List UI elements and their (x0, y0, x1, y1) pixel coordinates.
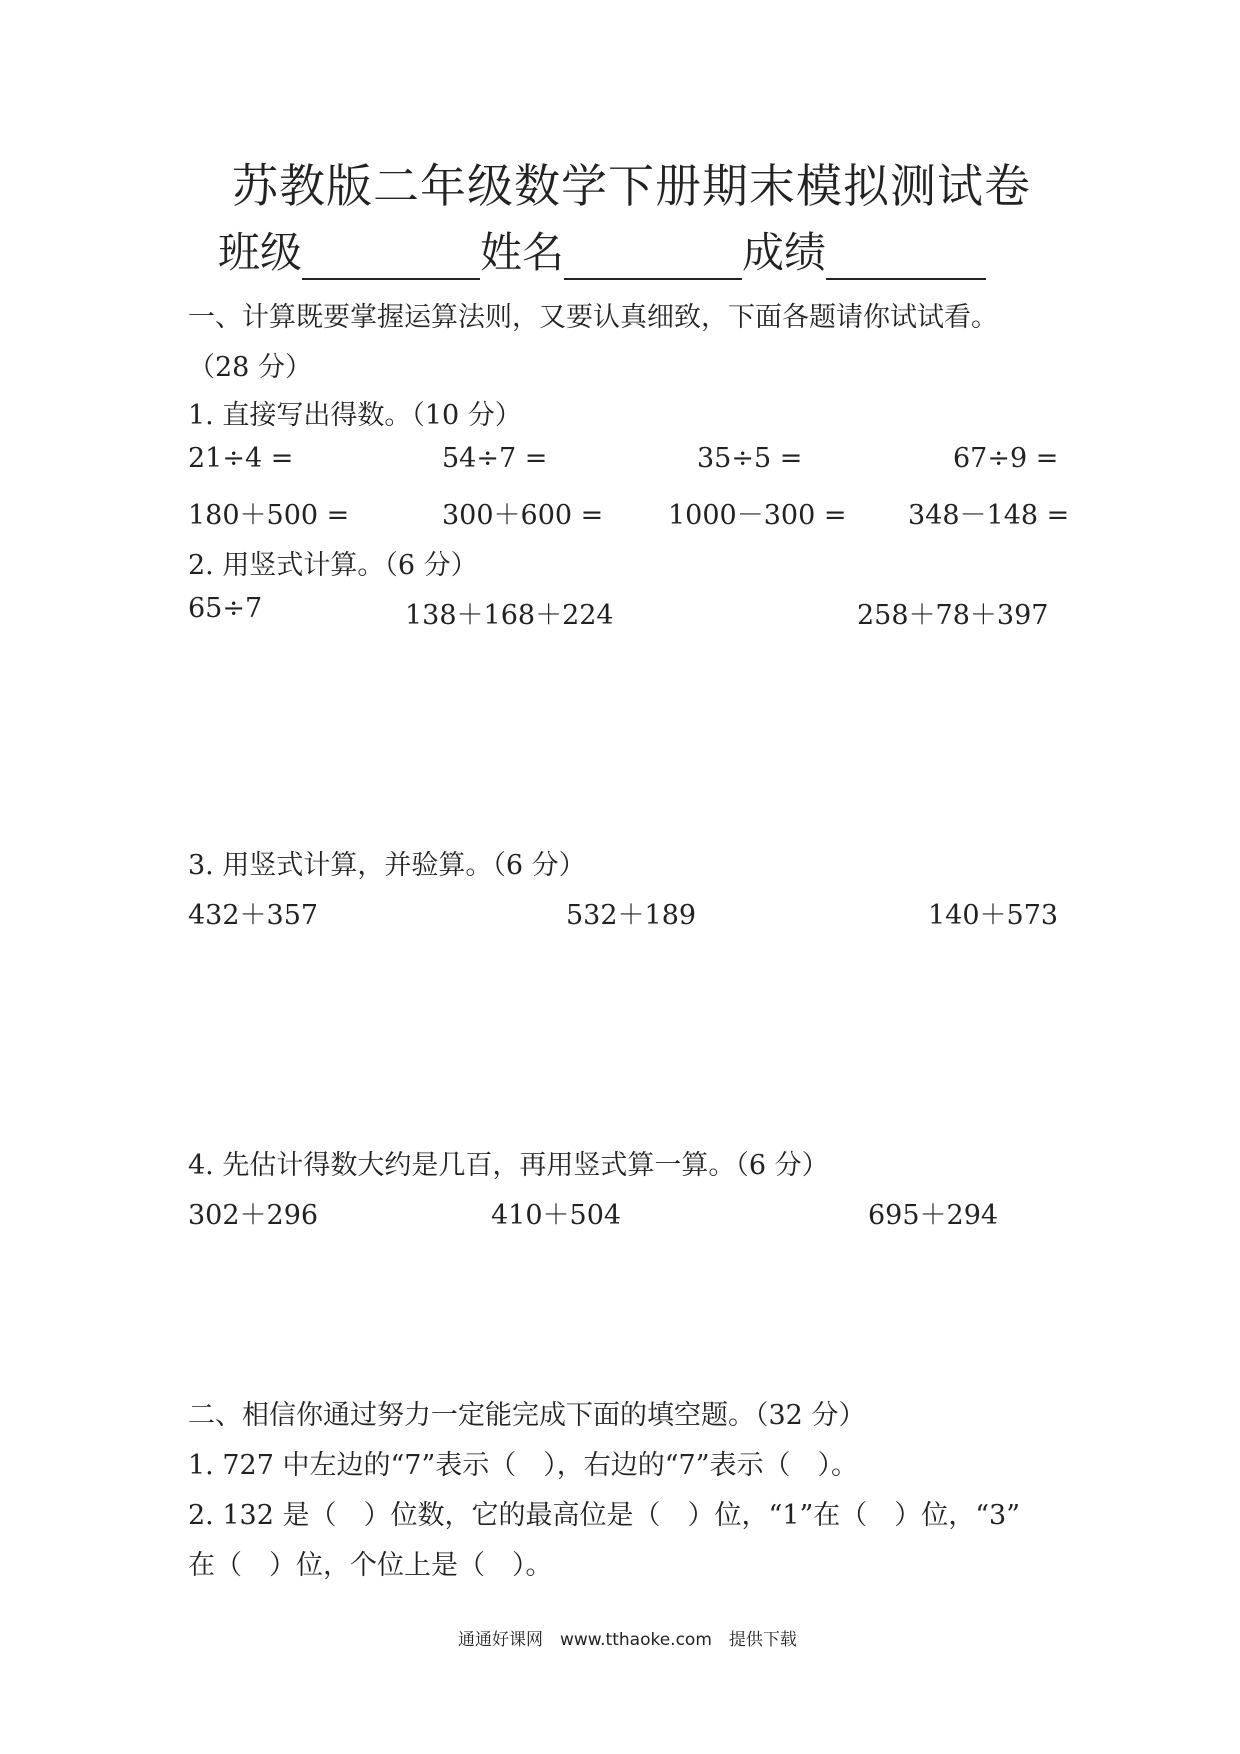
q2-label: 2. 用竖式计算。（6 分） (188, 550, 478, 581)
q4-item: 410＋504 (491, 1200, 622, 1231)
q1-label: 1. 直接写出得数。（10 分） (188, 400, 522, 431)
q4-item: 695＋294 (868, 1200, 999, 1231)
q3-item: 432＋357 (188, 900, 319, 931)
name-label: 姓名 (480, 228, 565, 277)
score-field[interactable] (826, 240, 986, 280)
footer-credit: 通通好课网 www.tthaoke.com 提供下载 (458, 1630, 797, 1650)
q1-item: 54÷7 = (442, 443, 548, 474)
q2-item: 138＋168＋224 (405, 600, 614, 631)
q2-item: 258＋78＋397 (857, 600, 1049, 631)
q1-item: 300＋600 = (442, 500, 604, 531)
section1-heading: 一、计算既要掌握运算法则，又要认真细致，下面各题请你试试看。 (188, 302, 998, 333)
q3-label: 3. 用竖式计算，并验算。（6 分） (188, 850, 586, 881)
page-title: 苏教版二年级数学下册期末模拟测试卷 (232, 159, 1031, 213)
q1-item: 21÷4 = (188, 443, 294, 474)
class-field[interactable] (302, 240, 480, 280)
score-label: 成绩 (742, 228, 827, 277)
q4-item: 302＋296 (188, 1200, 319, 1231)
section2-q1: 1. 727 中左边的“7”表示（ ），右边的“7”表示（ ）。 (188, 1450, 859, 1481)
section2-q2-line1: 2. 132 是（ ）位数，它的最高位是（ ）位，“1”在（ ）位，“3” (188, 1500, 1021, 1531)
q3-item: 532＋189 (566, 900, 697, 931)
student-info-line (218, 220, 986, 280)
q2-item: 65÷7 (188, 593, 263, 624)
q1-item: 35÷5 = (697, 443, 803, 474)
name-field[interactable] (564, 240, 742, 280)
section2-heading: 二、相信你通过努力一定能完成下面的填空题。（32 分） (188, 1400, 866, 1431)
q4-label: 4. 先估计得数大约是几百，再用竖式算一算。（6 分） (188, 1150, 829, 1181)
section2-q2-line2: 在（ ）位，个位上是（ ）。 (188, 1550, 553, 1581)
q1-item: 1000－300 = (668, 500, 847, 531)
q3-item: 140＋573 (928, 900, 1059, 931)
q1-item: 180＋500 = (188, 500, 350, 531)
q1-item: 67÷9 = (953, 443, 1059, 474)
q1-item: 348－148 = (908, 500, 1070, 531)
section1-points: （28 分） (188, 352, 312, 383)
class-label: 班级 (218, 228, 303, 277)
